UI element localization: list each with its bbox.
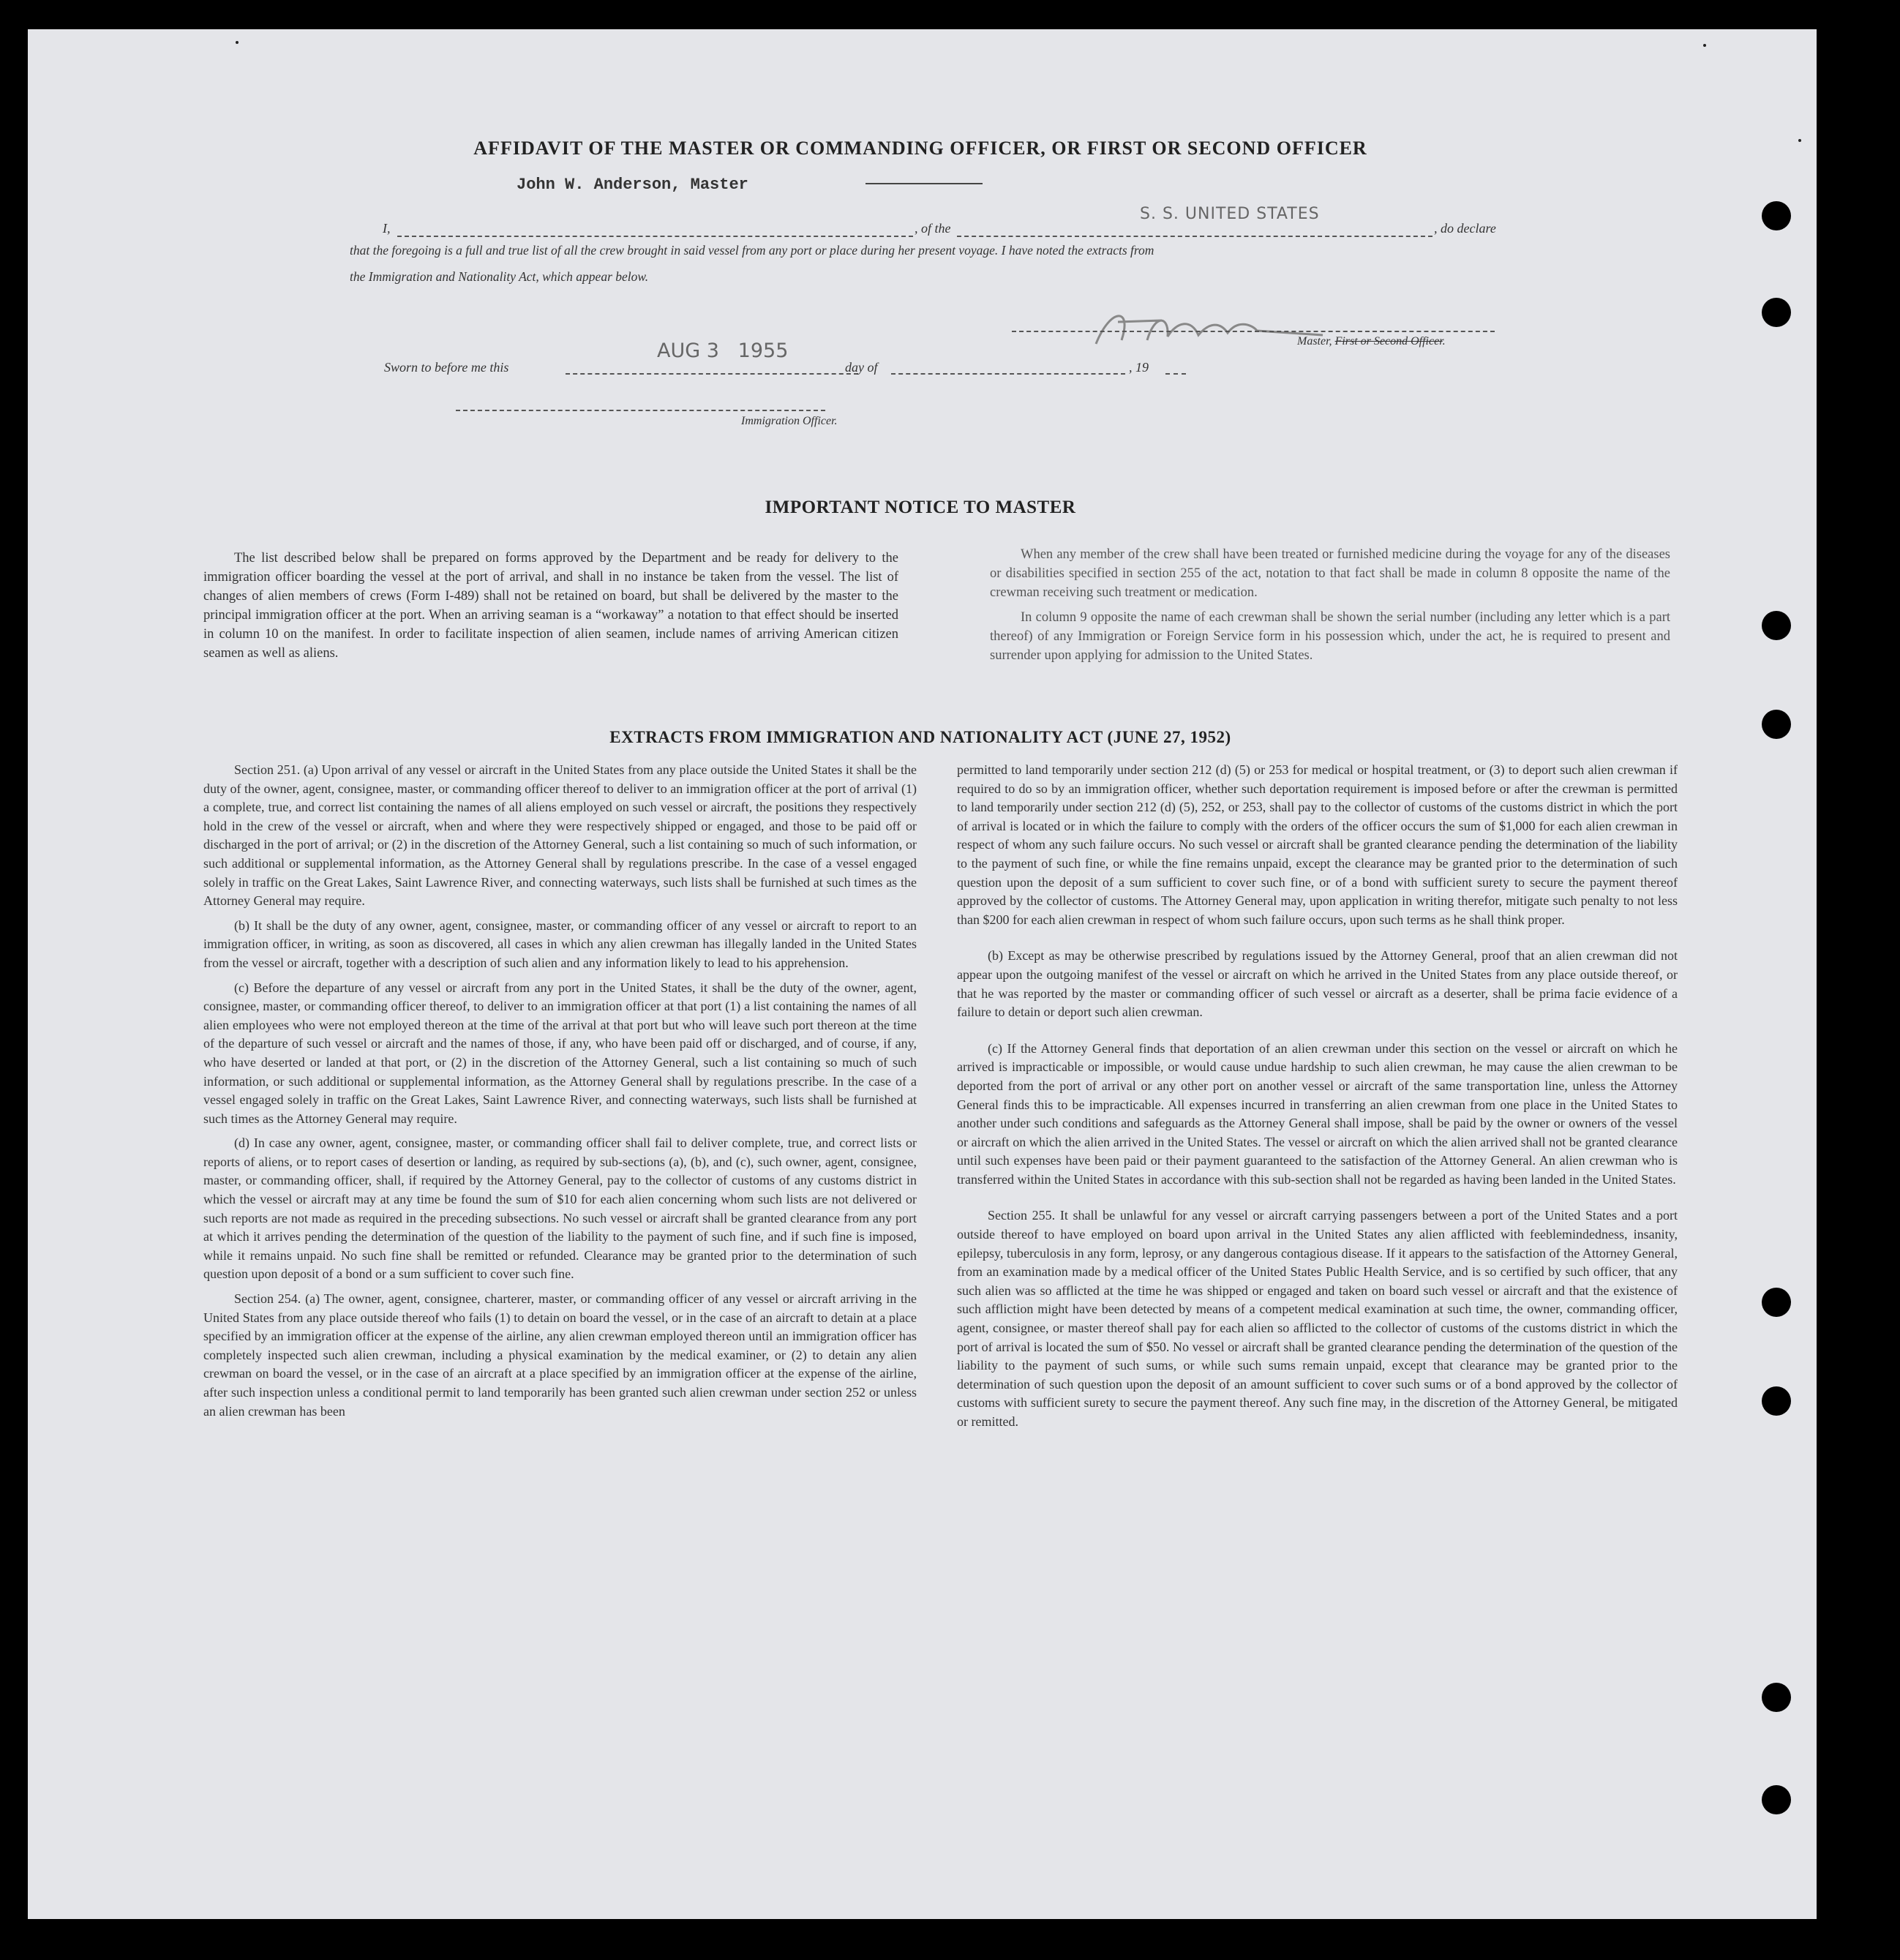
punch-hole [1762,1785,1791,1814]
section-255: Section 255. It shall be unlawful for any vessel or aircraft carrying passengers between a port of the United States and a port outside thereof to have employed on board upon arrival in the United States any alien afflicted with feeblemindedness, insanity, epilepsy, tuberculosis in any form, leprosy, or any dangerous contagious disease. If it appears to the satisfaction of the Attorney General, from an examination made by a medical officer of the United States Public Health Service, and is so certified by such officer, that any such alien was so afflicted at the time he was shipped or engaged and taken on board such vessel or aircraft and that the existence of such affliction might have been detected by means of a competent medical examination at such time, the owner, commanding officer, agent, consignee, or master thereof shall pay for each alien so afflicted to the collector of customs of the customs district in which the port of arrival is located the sum of $50. No vessel or aircraft shall be granted clearance pending the determination of the question of the liability to the payment of such sums, or while such sums remain unpaid, except that clearance may be granted prior to the determination of such question upon the deposit of an amount sufficient to cover such sums or of a bond approved by the collector of customs with sufficient surety to secure the payment thereof. Any such fine may, in the discretion of the Attorney General, be mitigated or remitted. [957,1208,1678,1429]
scan-speck [236,41,239,44]
punch-hole [1762,298,1791,327]
punch-hole [1762,201,1791,230]
notice-right-paragraph-1: When any member of the crew shall have been treated or furnished medicine during the voyage for any of the diseases or disabilities specified in section 255 of the act, notation to that fact shall be made in column 8 opposite the name of the crewman receiving such treatment or medication. [990,547,1670,600]
notice-left-column [203,549,898,669]
scan-speck [1703,44,1706,47]
section-251b: (b) It shall be the duty of any owner, agent, consignee, master, or commanding officer of any vessel or aircraft to report to an immigration officer, in writing, as soon as discovered, all cases in which any alien crewman has illegally landed in the United States from the vessel or aircraft, together with a description of such alien and any information likely to lead to his apprehension. [203,917,917,970]
section-251c: (c) Before the departure of any vessel or aircraft from any port in the United States, it shall be the duty of the owner, agent, consignee, master, or commanding officer thereof, to deliver to an immigration officer at that port (1) a list containing the names of all alien employees who were not employed thereon at the time of the arrival at that port but who will leave such port thereon at the time of the departure of such vessel or aircraft and the names of those, if any, who have been paid off or discharged, and of course, if any, who have deserted or landed at that port, or (2) in the discretion of the Attorney General, such a list containing so much of such information, or such additional or supplemental information, as the Attorney General shall by regulations prescribe. In the case of a vessel engaged solely in traffic on the Great Lakes, Saint Lawrence River, and connecting waterways, such lists shall be furnished at such times as the Attorney General may require. [203,980,917,1126]
year-blank [1165,373,1186,375]
extracts-right-column [957,761,1678,1438]
signer-caption-master: Master, [1297,335,1335,348]
notice-left-paragraph: The list described below shall be prepared on forms approved by the Department and be ready for delivery to the immigration officer boarding the vessel at the port of arrival, and shall in no instance be taken from the vessel. The list of changes of alien members of crews (Form I-489) shall not be retained on board, but shall be delivered by the master to the principal immigration officer at the port. When an arriving seaman is a “workaway” a notation to that effect should be inserted in column 10 on the manifest. In order to facilitate inspection of alien seamen, include names of arriving American citizen seamen as well as aliens. [203,551,898,661]
master-signature [1081,300,1359,358]
affidavit-title: AFFIDAVIT OF THE MASTER OR COMMANDING OFFICER, OR FIRST OR SECOND OFFICER [473,138,1367,159]
of-the-label: , of the [915,221,951,236]
notice-right-column [990,545,1670,671]
typed-master-name: John W. Anderson, Master [517,176,748,194]
notice-title: IMPORTANT NOTICE TO MASTER [765,497,1076,517]
day-of-label: day of [845,360,878,375]
officer-signature-line [456,410,825,411]
vessel-name: S. S. UNITED STATES [1140,205,1320,223]
section-254a-continued: permitted to land temporarily under section 212 (d) (5) or 253 for medical or hospital treatment, or (3) to deport such alien crewman if required to do so by an immigration officer, whether such deportation requirement is imposed before or after the crewman is permitted to land temporarily under section 212 (d) (5), 252, or 253, shall pay to the collector of customs of the customs district in which the port of arrival is located or in which the failure to comply with the orders of the officer occurs the sum of $1,000 for each alien crewman in respect of whom any such failure occurs. No such vessel or aircraft shall be granted clearance pending the determination of the liability to the payment of such fine, or while the fine remains unpaid, except the clearance may be granted prior to the determination of such question upon the deposit of a sum sufficient to cover such fine, or of a bond with sufficient surety to secure the payment thereof approved by the collector of customs. The Attorney General may, upon application in writing therefor, mitigate such penalty to not less than $200 for each alien crewman in respect of whom such failure occurs, upon such terms as he shall think proper. [957,762,1678,927]
affidavit-statement-2: the Immigration and Nationality Act, which appear below. [350,269,649,284]
officer-caption: Immigration Officer. [741,415,838,427]
month-blank [891,373,1125,375]
document-page [28,29,1817,1919]
do-declare-label: , do declare [1434,221,1496,236]
sworn-date-blank [566,373,858,375]
title-rule [865,183,983,184]
affidavit-line-i: I, [383,221,391,236]
year-label: , 19 [1129,360,1149,375]
section-251d: (d) In case any owner, agent, consignee, master, or commanding officer shall fail to deliver complete, true, and correct lists or reports of aliens, or to report cases of desertion or landing, as required by sub-sections (a), (b), and (c), such owner, agent, consignee, master, or commanding officer, shall, if required by the Attorney General, pay to the collector of customs of any customs district in which the vessel or aircraft may at any time be found the sum of $10 for each alien concerning whom such lists are not delivered or such reports are not made as required in the preceding subsections. No such vessel or aircraft shall be granted clearance from any port at which it arrives pending the determination of the question of the liability to the payment of such fine, and if such fine is imposed, while it remains unpaid. No such fine shall be remitted or refunded. Clearance may be granted prior to the determination of such question upon deposit of a bond or a sum sufficient to cover such fine. [203,1135,917,1282]
signer-caption-struck: First or Second Officer [1334,335,1443,348]
signer-caption [1297,335,1446,348]
punch-hole [1762,1386,1791,1416]
section-254b: (b) Except as may be otherwise prescribed by regulations issued by the Attorney General, proof that an alien crewman did not appear upon the outgoing manifest of the vessel or aircraft on which he arrived in the United States from any place outside thereof, or that he was reported by the master or commanding officer of such vessel or aircraft as a deserter, shall be prima facie evidence of a failure to detain or deport such alien crewman. [957,948,1678,1020]
punch-hole [1762,710,1791,739]
scan-speck [1798,139,1801,142]
punch-hole [1762,1683,1791,1712]
signer-caption-end: . [1442,335,1446,348]
punch-hole [1762,611,1791,640]
signature-line [1012,331,1495,332]
name-blank [397,236,913,237]
section-254c: (c) If the Attorney General finds that deportation of an alien crewman under this section on the vessel or aircraft on which he arrived is impracticable or impossible, or would cause undue hardship to such alien crewman, he may cause the alien crewman to be deported from the port of arrival or any other port on another vessel or aircraft of the same transportation line, unless the Attorney General finds this to be impracticable. All expenses incurred in transferring an alien crewman from one place in the United States to another under such conditions and safeguards as the Attorney General shall impose, shall be paid by the owner or owners of the vessel or aircraft on which the alien arrived in the United States. The vessel or aircraft on which the alien arrived shall not be granted clearance until such expenses have been paid or their payment guaranteed to the satisfaction of the Attorney General. An alien crewman who is transferred within the United States in accordance with this sub-section shall not be regarded as having been landed in the United States. [957,1040,1678,1187]
section-254a: Section 254. (a) The owner, agent, consignee, charterer, master, or commanding officer of any vessel or aircraft arriving in the United States from any place outside thereof who fails (1) to detain on board the vessel, or in the case of an aircraft to detain at a place specified by an immigration officer at the expense of the airline, any alien crewman employed thereon until an immigration officer has completely inspected such alien crewman, including a physical examination by the medical examiner, or (2) to detain any alien crewman on board the vessel, or in the case of an aircraft at a place specified by an immigration officer at the expense of the airline, after such inspection unless a conditional permit to land temporarily has been granted such alien crewman under section 252 or unless an alien crewman has been [203,1291,917,1419]
notice-right-paragraph-2: In column 9 opposite the name of each crewman shall be shown the serial number (including any letter which is a part thereof) of any Immigration or Foreign Service form in his possession which, under the act, he is required to present and surrender upon applying for admission to the United States. [990,610,1670,663]
punch-hole [1762,1288,1791,1317]
extracts-left-column [203,761,917,1427]
vessel-blank [957,236,1432,237]
extracts-title: EXTRACTS FROM IMMIGRATION AND NATIONALITY ACT (JUNE 27, 1952) [609,728,1231,746]
section-251a: Section 251. (a) Upon arrival of any vessel or aircraft in the United States from any place outside the United States it shall be the duty of the owner, agent, consignee, master, or commanding officer thereof to deliver to an immigration officer at the port of arrival (1) a complete, true, and correct list containing the names of all aliens employed on such vessel or aircraft, the positions they respectively hold in the crew of the vessel or aircraft, when and where they were respectively shipped or engaged, and those to be paid off or discharged in the port of arrival; or (2) in the discretion of the Attorney General, such a list containing so much of such information, or such additional or supplemental information, as the Attorney General shall by regulations prescribe. In the case of a vessel engaged solely in traffic on the Great Lakes, Saint Lawrence River, and connecting waterways, such lists shall be furnished at such times as the Attorney General may require. [203,762,917,909]
sworn-label: Sworn to before me this [384,360,509,375]
sworn-date-stamp: AUG 3 1955 [657,339,789,362]
affidavit-statement-1: that the foregoing is a full and true list of all the crew brought in said vessel from any port or place during her present voyage. I have noted the extracts from [350,243,1154,258]
